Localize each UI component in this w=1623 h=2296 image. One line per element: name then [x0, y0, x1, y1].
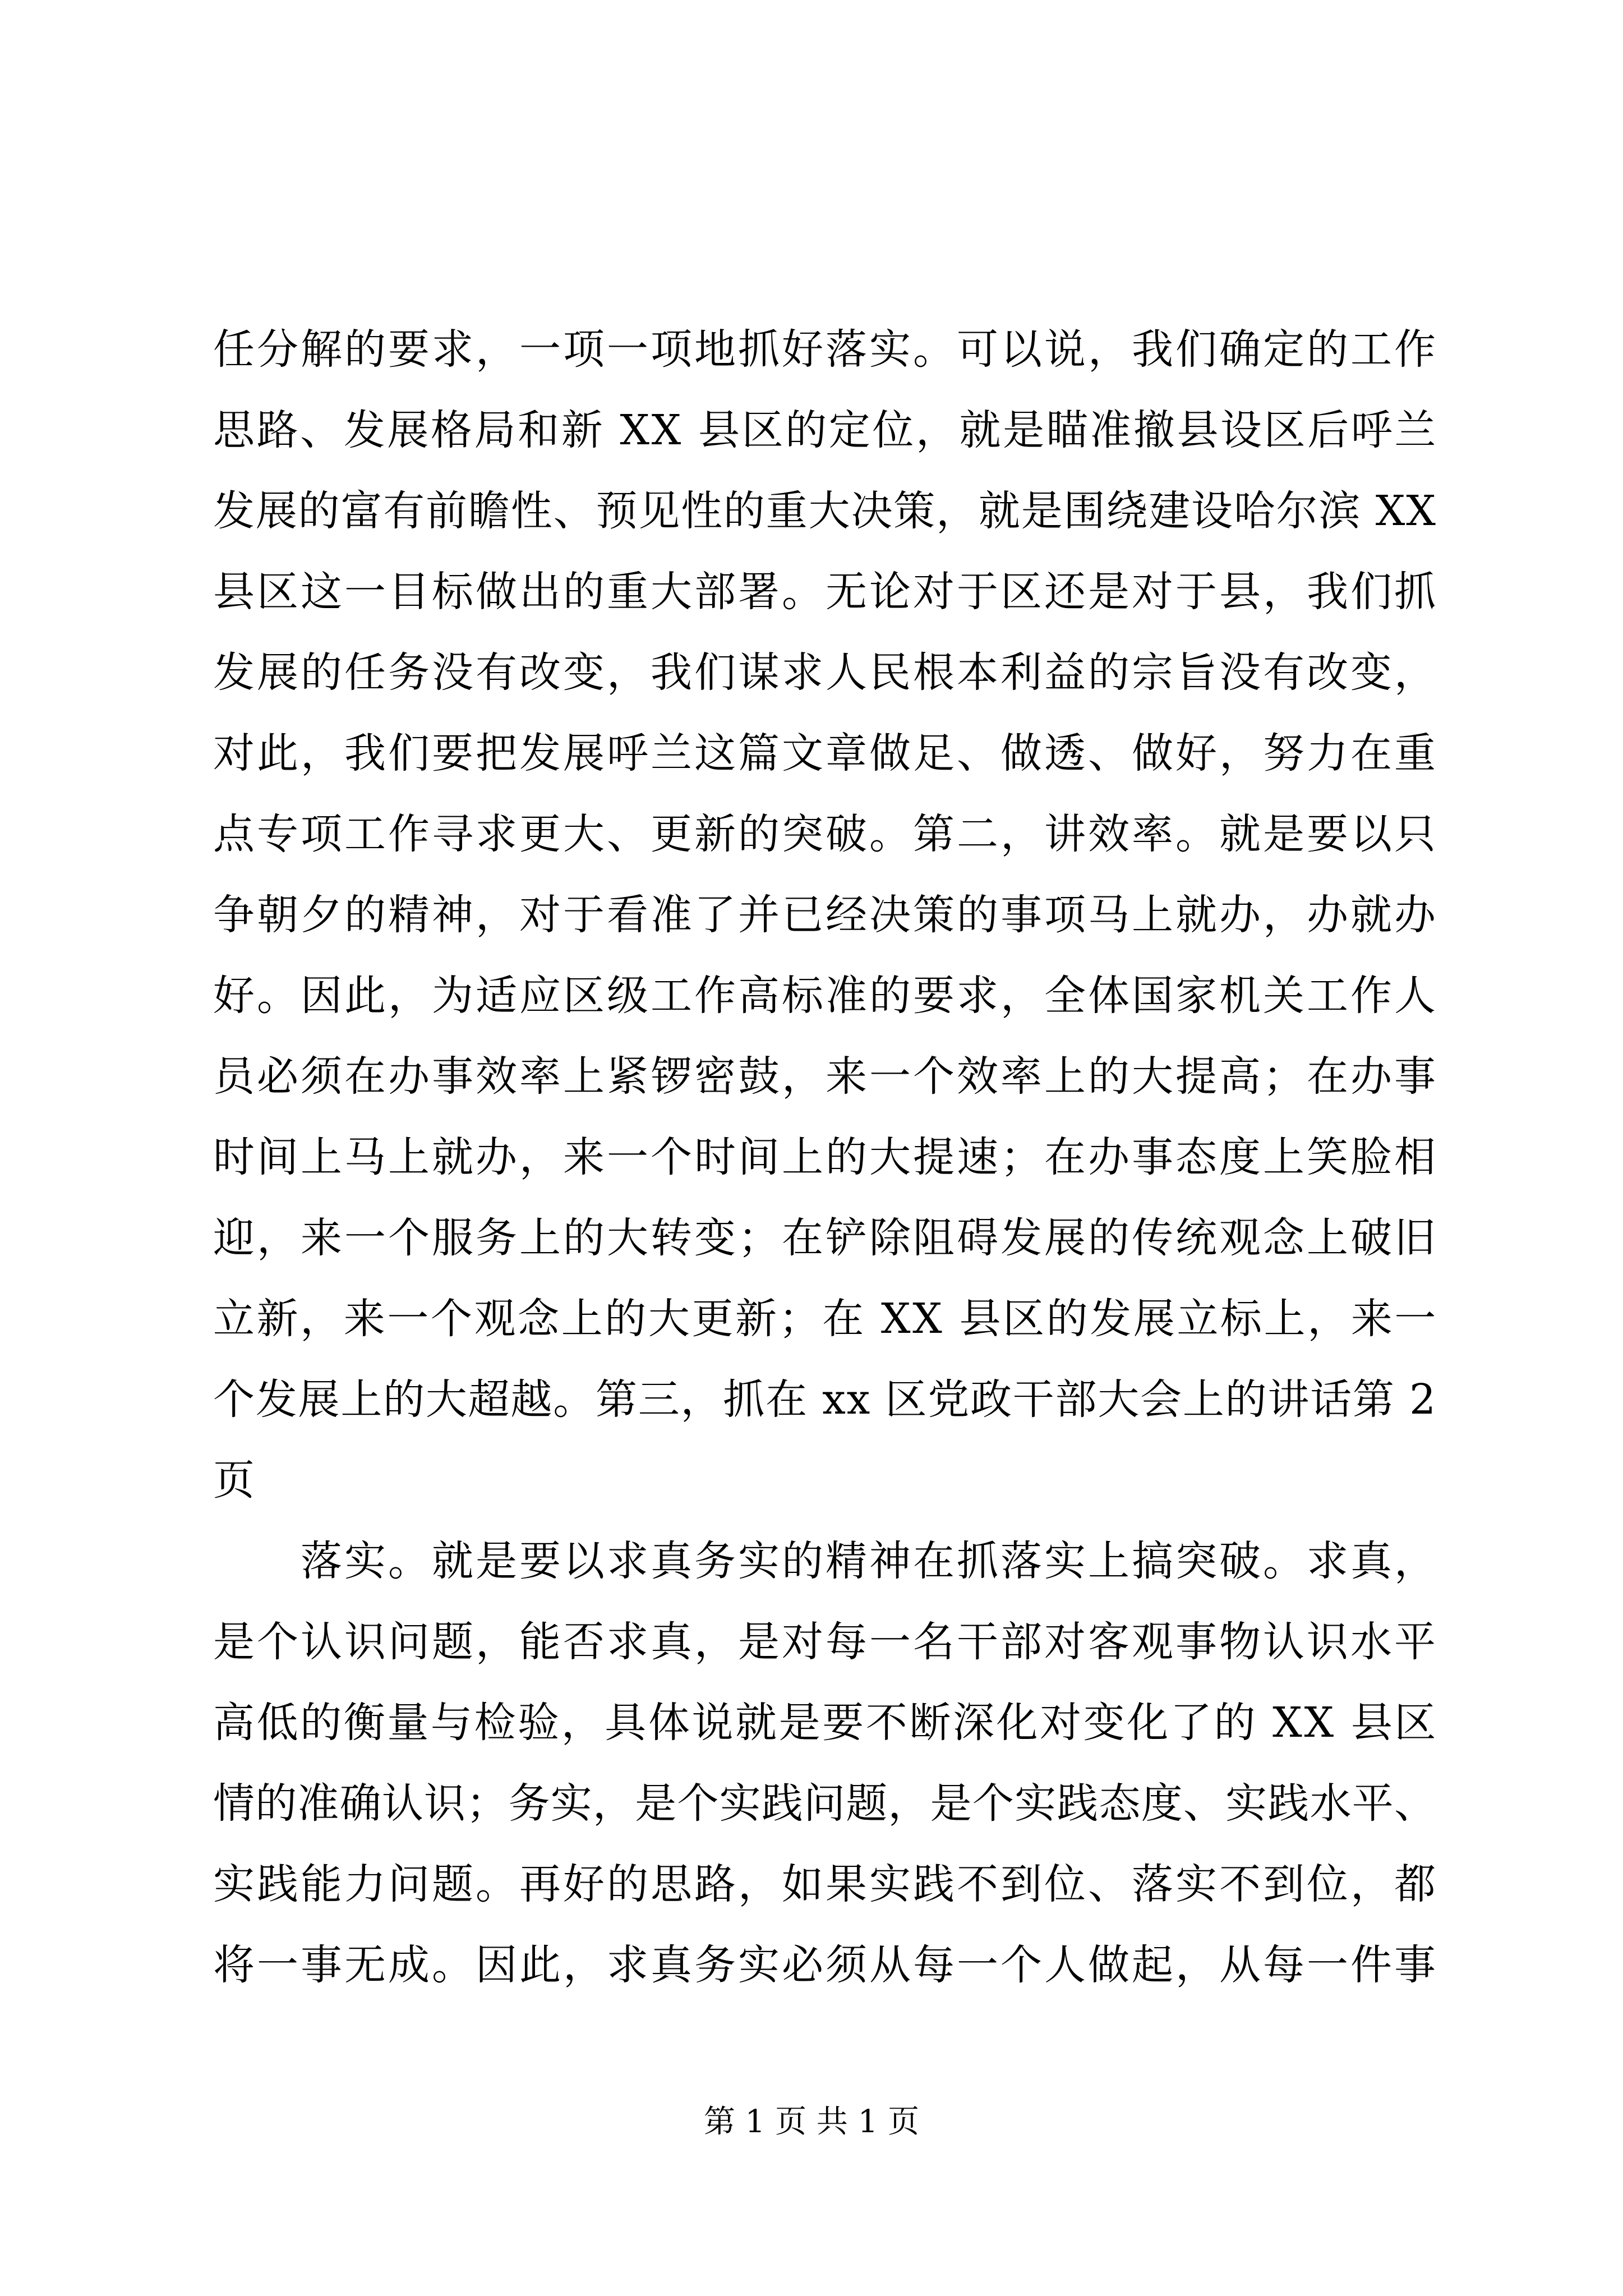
- body-line: 思路、发展格局和新 XX 县区的定位，就是瞄准撤县设区后呼兰: [213, 406, 1438, 454]
- body-line: 立新，来一个观念上的大更新；在 XX 县区的发展立标上，来一: [213, 1295, 1438, 1343]
- body-line: 是个认识问题，能否求真，是对每一名干部对客观事物认识水平: [213, 1618, 1438, 1666]
- body-line: 点专项工作寻求更大、更新的突破。第二，讲效率。就是要以只: [213, 810, 1438, 858]
- page-footer: 第 1 页 共 1 页: [703, 2104, 920, 2140]
- body-line: 发展的富有前瞻性、预见性的重大决策，就是围绕建设哈尔滨 XX: [213, 487, 1437, 535]
- body-line: 个发展上的大超越。第三，抓在 xx 区党政干部大会上的讲话第 2: [213, 1375, 1437, 1424]
- body-line: 落实。就是要以求真务实的精神在抓落实上搞突破。求真，: [213, 1537, 1438, 1585]
- body-line: 对此，我们要把发展呼兰这篇文章做足、做透、做好，努力在重: [213, 729, 1438, 777]
- body-line: 时间上马上就办，来一个时间上的大提速；在办事态度上笑脸相: [213, 1133, 1438, 1181]
- body-line: 高低的衡量与检验，具体说就是要不断深化对变化了的 XX 县区: [213, 1699, 1438, 1747]
- body-line: 好。因此，为适应区级工作高标准的要求，全体国家机关工作人: [213, 972, 1438, 1020]
- body-line: 实践能力问题。再好的思路，如果实践不到位、落实不到位，都: [213, 1860, 1438, 1908]
- body-line: 迎，来一个服务上的大转变；在铲除阻碍发展的传统观念上破旧: [213, 1214, 1438, 1262]
- body-line: 县区这一目标做出的重大部署。无论对于区还是对于县，我们抓: [213, 568, 1438, 616]
- body-line: 页: [213, 1456, 255, 1504]
- body-line: 任分解的要求，一项一项地抓好落实。可以说，我们确定的工作: [213, 325, 1438, 374]
- body-line: 发展的任务没有改变，我们谋求人民根本利益的宗旨没有改变，: [213, 648, 1438, 697]
- body-line: 将一事无成。因此，求真务实必须从每一个人做起，从每一件事: [213, 1941, 1438, 1989]
- body-line: 情的准确认识；务实，是个实践问题，是个实践态度、实践水平、: [213, 1779, 1437, 1828]
- body-line: 员必须在办事效率上紧锣密鼓，来一个效率上的大提高；在办事: [213, 1052, 1438, 1101]
- body-line: 争朝夕的精神，对于看准了并已经决策的事项马上就办，办就办: [213, 891, 1438, 939]
